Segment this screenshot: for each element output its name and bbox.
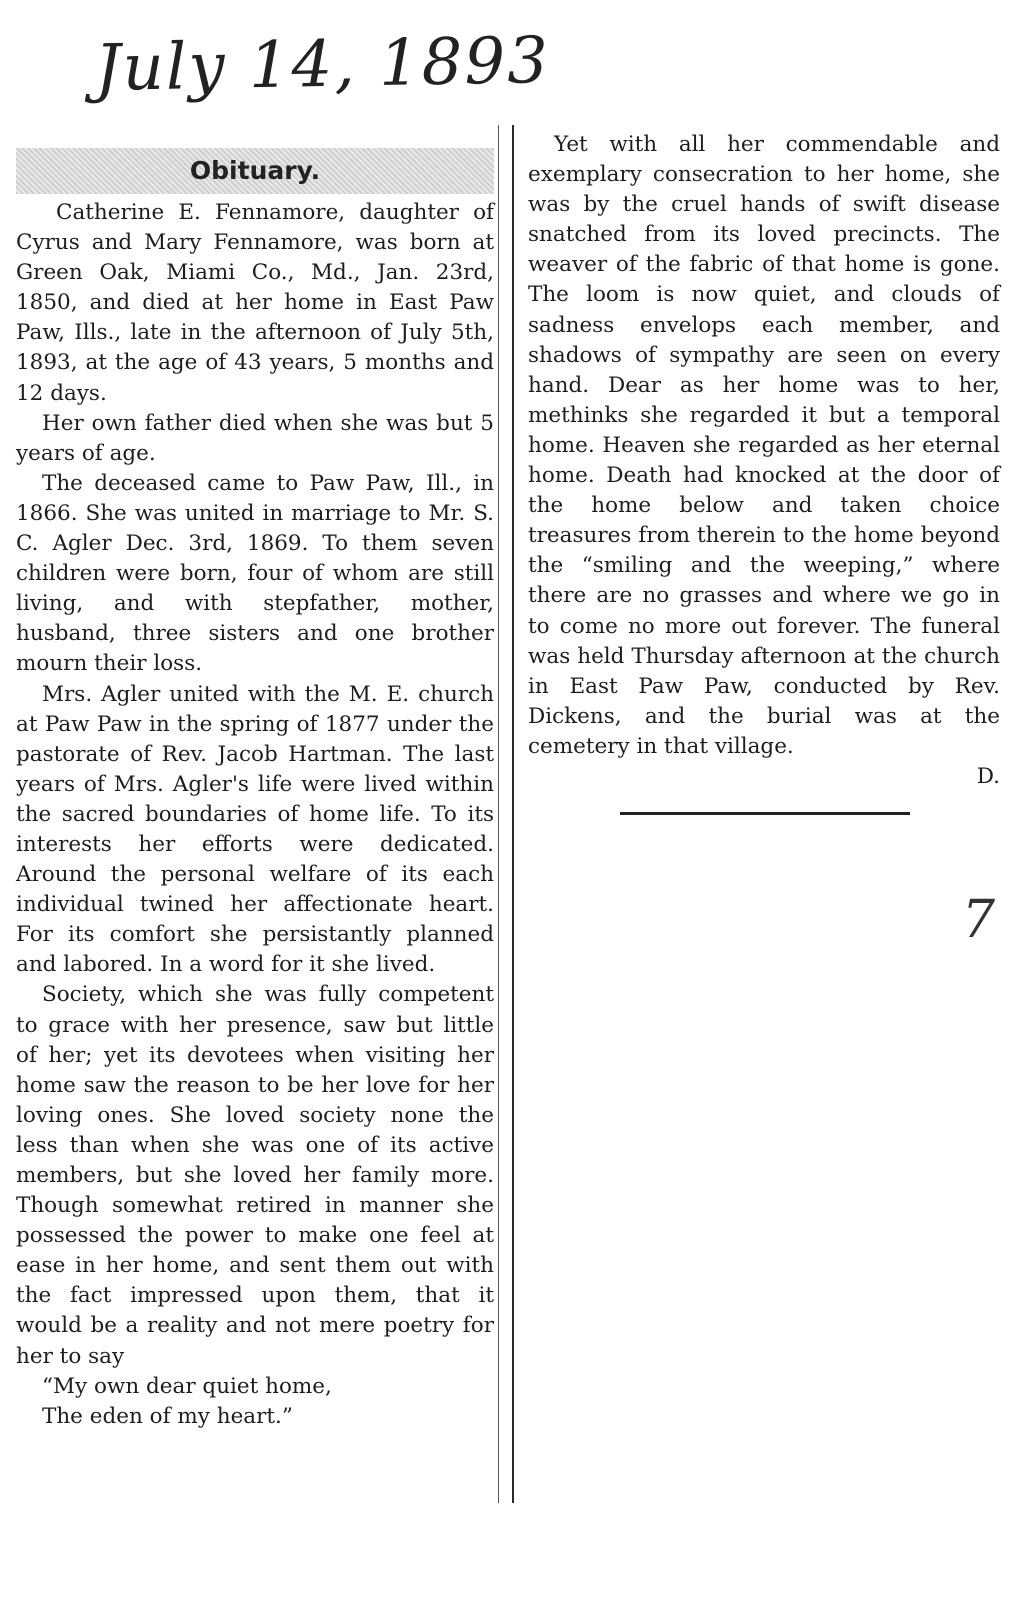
signature: D. xyxy=(976,763,1000,789)
paragraph-society: Society, which she was fully competent to grace with her presence, saw but little of her; yet its devotees when visiting her home saw the reason to be her love for her loving ones. She loved society none the less than when she was one of its active members, but she loved her family more. Though somewhat retired in manner she possessed the power to make one feel at ease in her home, and sent them out with the fact impressed upon them, that it would be a reality and not mere poetry for her to say xyxy=(16,982,494,1369)
obituary-masthead xyxy=(16,148,494,194)
page-number: 7 xyxy=(962,890,996,950)
quote-line-2: The eden of my heart.” xyxy=(42,1403,293,1429)
paragraph-church: Mrs. Agler united with the M. E. church at Paw Paw in the spring of 1877 under the pastorate of Rev. Jacob Hartman. The last years of Mrs. Agler's life were lived within the sacred boundaries of home life. To its interests her efforts were dedicated. Around the personal welfare of its each individual twined her affectionate heart. For its comfort she persistantly planned and labored. In a word for it she lived. xyxy=(16,681,494,978)
paragraph-consecration: Yet with all her commendable and exemplary consecration to her home, she was by the cruel hands of swift disease snatched from its loved precincts. The weaver of the fabric of that home is gone. The loom is now quiet, and clouds of sadness envelops each member, and shadows of sympathy are seen on every hand. Dear as her home was to her, methinks she regarded it but a temporal home. Heaven she regarded as her eternal home. Death had knocked at the door of the home below and taken choice treasures from therein to the home beyond the “smiling and the weeping,” where there are no grasses and where we go in to come no more out forever. The funeral was held Thursday afternoon at the church in East Paw Paw, conducted by Rev. Dickens, and the burial was at the cemetery in that village. xyxy=(528,132,1000,759)
quote-line-1: “My own dear quiet home, xyxy=(42,1373,332,1399)
handwritten-date: July 14, 1893 xyxy=(94,24,551,106)
end-rule xyxy=(620,812,910,815)
paragraph-marriage: The deceased came to Paw Paw, Ill., in 1866. She was united in marriage to Mr. S. C. Agler Dec. 3rd, 1869. To them seven children were born, four of whom are still living, and with stepfather, mother, husband, three sisters and one brother mourn their loss. xyxy=(16,470,494,677)
left-column xyxy=(16,148,494,1432)
paragraph-father: Her own father died when she was but 5 years of age. xyxy=(16,410,494,466)
obituary-heading: Obituary. xyxy=(189,156,321,185)
paragraph-birth: Catherine E. Fennamore, daughter of Cyrus and Mary Fennamore, was born at Green Oak, Miami Co., Md., Jan. 23rd, 1850, and died at her home in East Paw Paw, Ills., late in the afternoon of July 5th, 1893, at the age of 43 years, 5 months and 12 days. xyxy=(16,200,494,406)
column-divider xyxy=(512,125,514,1503)
column-rule-left xyxy=(498,125,499,1503)
right-column xyxy=(528,130,1000,792)
